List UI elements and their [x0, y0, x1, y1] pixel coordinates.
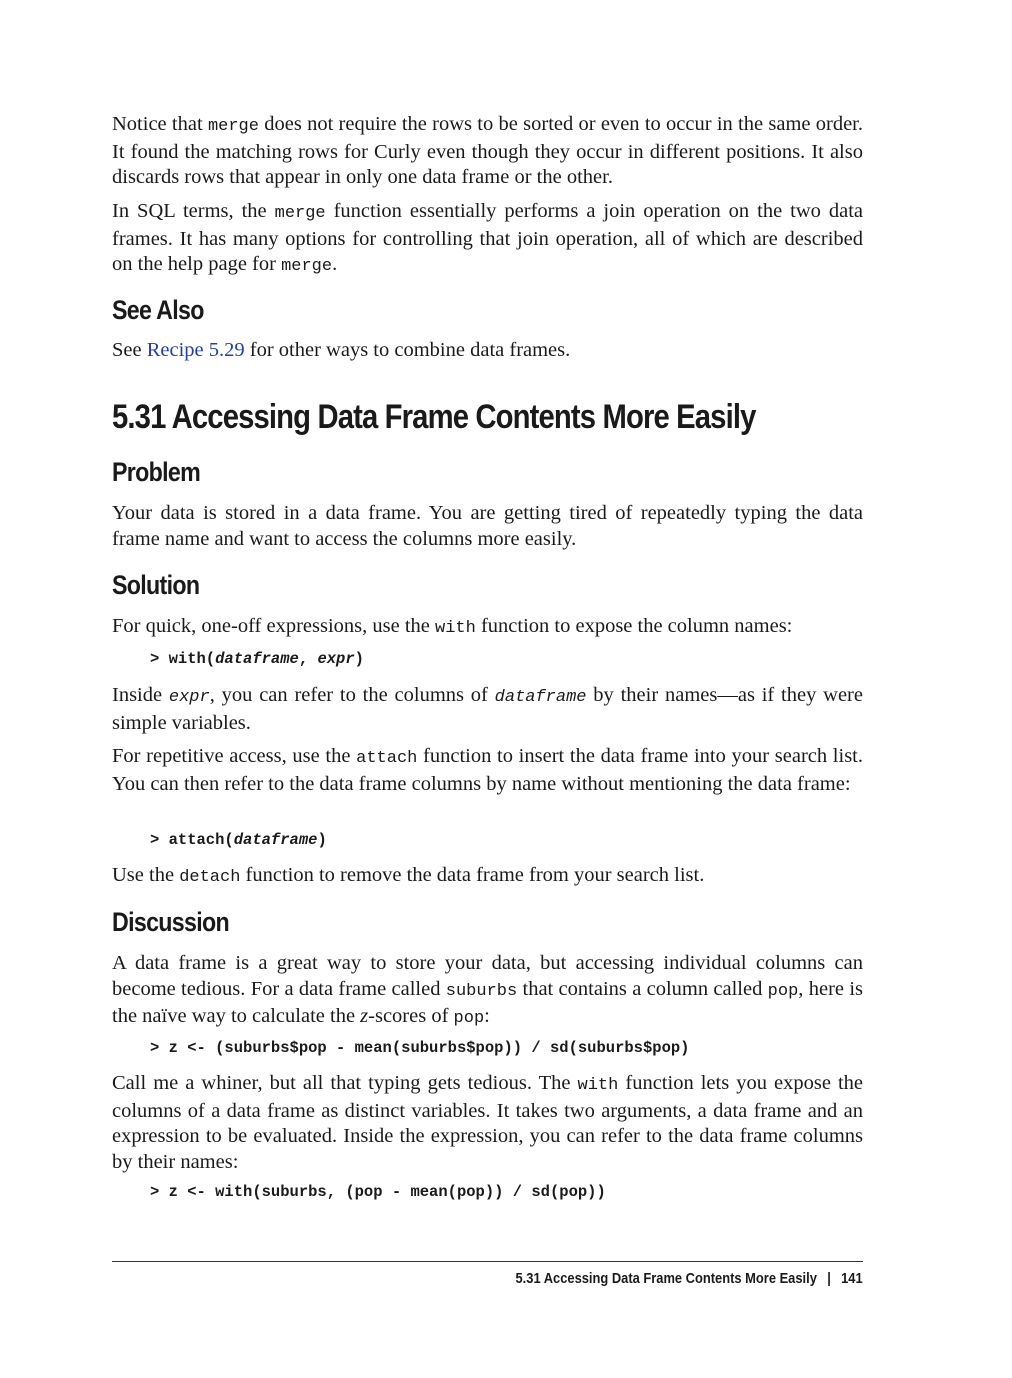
inline-code: with — [577, 1076, 619, 1095]
paragraph-discussion-2 — [112, 1071, 863, 1175]
inline-code: pop — [453, 1009, 485, 1028]
text: function to expose the column names: — [475, 615, 793, 637]
see-also-heading: See Also — [112, 295, 204, 325]
text: For repetitive access, use the — [112, 745, 357, 767]
inline-code: merge — [274, 204, 326, 223]
inline-code: with — [435, 619, 476, 638]
inline-code: expr — [168, 688, 210, 707]
inline-code: dataframe — [494, 688, 587, 707]
text: See — [112, 339, 147, 361]
text: . — [332, 253, 338, 275]
text: that contains a column called — [517, 977, 768, 1000]
text: : — [484, 1005, 490, 1027]
section-title: 5.31 Accessing Data Frame Contents More Easily — [112, 398, 756, 436]
text: function to insert the data frame into your search list. You can then refer to the data frame columns by name without mentioning the data frame: — [112, 745, 863, 795]
page-footer — [516, 1270, 863, 1287]
paragraph-sql-terms — [112, 199, 863, 280]
text: function essentially performs a join operation on the two data frames. It has many options for controlling that join operation, all of which are described on the help page for — [112, 200, 863, 275]
footer-rule — [112, 1261, 863, 1262]
text: In SQL terms, the — [112, 200, 275, 222]
paragraph-discussion-1 — [112, 951, 863, 1032]
discussion-heading: Discussion — [112, 907, 230, 937]
paragraph-problem: Your data is stored in a data frame. You are getting tired of repeatedly typing the data frame name and want to access the columns more easily. — [112, 502, 863, 550]
text: Call me a whiner, but all that typing gets tedious. The — [112, 1072, 578, 1094]
text: does not require the rows to be sorted or even to occur in the same order. It found the matching rows for Curly even though they occur in different positions. It also discards rows that appear in only one data frame or the other. — [112, 113, 864, 188]
book-page — [112, 0, 863, 1378]
footer-separator: | — [827, 1270, 832, 1287]
code-naive-zscore: > z <- (suburbs$pop - mean(suburbs$pop)) / sd(suburbs$pop) — [150, 1039, 690, 1057]
page-number: 141 — [841, 1270, 863, 1287]
inline-code: merge — [281, 257, 333, 276]
inline-code: detach — [179, 868, 241, 887]
paragraph-see-also — [112, 338, 863, 364]
text: Use the — [112, 864, 180, 886]
recipe-link[interactable]: Recipe 5.29 — [146, 339, 245, 361]
text: A data frame is a great way to store your data, but accessing individual columns can become tedious. For a data frame called — [112, 952, 863, 1000]
paragraph-detach — [112, 863, 863, 891]
text: function lets you expose the columns of a data frame as distinct variables. It takes two arguments, a data frame and an expression to be evaluated. Inside the expression, you can refer to the data frame columns by their names: — [112, 1072, 863, 1173]
footer-section-title: 5.31 Accessing Data Frame Contents More Easily — [515, 1270, 818, 1287]
problem-heading: Problem — [112, 457, 201, 487]
paragraph-merge-notice — [112, 112, 863, 191]
text: -scores of — [368, 1005, 454, 1027]
paragraph-solution-with — [112, 614, 863, 642]
text: Inside — [112, 684, 169, 706]
code-with: > with(dataframe, expr) — [150, 650, 364, 668]
paragraph-inside-expr — [112, 683, 863, 736]
text: for other ways to combine data frames. — [244, 339, 571, 361]
text: function to remove the data frame from your search list. — [240, 864, 705, 886]
text: For quick, one-off expressions, use the — [112, 615, 436, 637]
italic-z: z — [360, 1005, 369, 1027]
inline-code: pop — [767, 981, 799, 1001]
text: by their names—as if they were simple variables. — [112, 684, 863, 734]
inline-code: suburbs — [445, 981, 518, 1001]
text: , you can refer to the columns of — [209, 684, 495, 706]
inline-code: attach — [356, 749, 418, 768]
text: Notice that — [112, 113, 208, 135]
solution-heading: Solution — [112, 570, 200, 600]
code-attach: > attach(dataframe) — [150, 831, 327, 849]
inline-code: merge — [207, 117, 259, 136]
paragraph-attach — [112, 744, 863, 797]
code-with-zscore: > z <- with(suburbs, (pop - mean(pop)) / sd(pop)) — [150, 1183, 606, 1201]
text: , here is the naïve way to calculate the — [112, 977, 863, 1027]
